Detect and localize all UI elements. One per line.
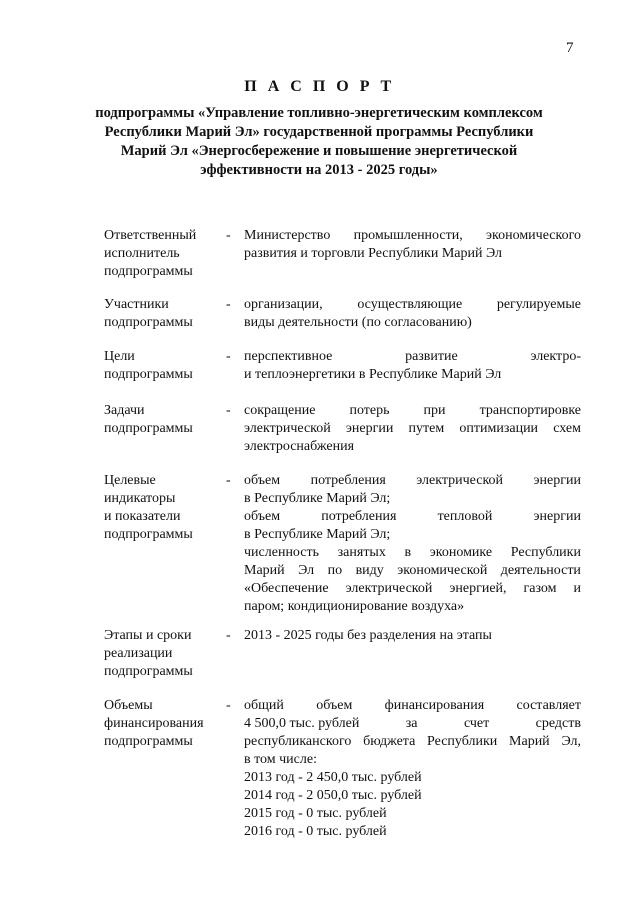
value-line bbox=[244, 562, 581, 580]
value-line bbox=[244, 697, 581, 715]
document-subtitle bbox=[90, 104, 548, 180]
value-line: развития и торговли Республики Марий Эл bbox=[244, 246, 503, 261]
row-value bbox=[244, 627, 581, 645]
value-line bbox=[244, 348, 581, 366]
row-dash: - bbox=[226, 297, 231, 312]
row-label: Задачи подпрограммы bbox=[104, 403, 193, 436]
row-value bbox=[244, 697, 581, 841]
subtitle-line: эффективности на 2013 - 2025 годы» bbox=[200, 162, 438, 178]
value-word: путем bbox=[408, 421, 445, 436]
value-word: Эл, bbox=[561, 734, 581, 749]
value-word: газом bbox=[523, 581, 557, 596]
value-line bbox=[244, 733, 581, 751]
value-word: потребления bbox=[310, 473, 386, 488]
value-line bbox=[244, 227, 581, 245]
value-line: паром; кондиционирование воздуха» bbox=[244, 599, 465, 614]
value-word: энергии bbox=[345, 421, 394, 436]
row-label: Этапы и сроки реализации подпрограммы bbox=[104, 628, 193, 679]
value-word: занятых bbox=[337, 545, 386, 560]
value-word: объем bbox=[244, 473, 281, 488]
value-word: Республики bbox=[510, 545, 581, 560]
value-word: потребления bbox=[321, 509, 397, 524]
value-word: финансирования bbox=[384, 698, 485, 713]
value-word: оптимизации bbox=[459, 421, 539, 436]
row-label: Ответственный исполнитель подпрограммы bbox=[104, 228, 197, 279]
value-word: перспективное bbox=[244, 349, 333, 364]
value-line bbox=[244, 544, 581, 562]
value-line: в том числе: bbox=[244, 752, 317, 767]
value-word: по bbox=[327, 563, 343, 578]
value-line bbox=[244, 296, 581, 314]
value-word: Марий bbox=[244, 563, 285, 578]
value-word: численность bbox=[244, 545, 319, 560]
row-dash: - bbox=[226, 628, 231, 643]
value-word: за bbox=[405, 716, 418, 731]
value-word: электрической bbox=[416, 473, 504, 488]
value-word: сокращение bbox=[244, 403, 316, 418]
value-word: потерь bbox=[349, 403, 390, 418]
row-label: Участники подпрограммы bbox=[104, 297, 193, 330]
value-word: 4 500,0 тыс. рублей bbox=[244, 716, 360, 731]
value-word: осуществляющие bbox=[357, 297, 463, 312]
value-line: в Республике Марий Эл; bbox=[244, 491, 391, 506]
value-word: объем bbox=[316, 698, 353, 713]
value-line bbox=[244, 472, 581, 490]
subtitle-line: подпрограммы «Управление топливно-энергетическим комплексом bbox=[95, 105, 543, 121]
value-line: 2013 год - 2 450,0 тыс. рублей bbox=[244, 770, 422, 785]
row-dash: - bbox=[226, 228, 231, 243]
value-word: при bbox=[423, 403, 446, 418]
value-word: электрической bbox=[244, 421, 331, 436]
value-word: развитие bbox=[405, 349, 458, 364]
value-word: схем bbox=[553, 421, 581, 436]
value-word: экономического bbox=[486, 228, 581, 243]
value-word: счет bbox=[463, 716, 490, 731]
row-dash: - bbox=[226, 403, 231, 418]
value-word: средств bbox=[535, 716, 581, 731]
row-label: Объемы финансирования подпрограммы bbox=[104, 698, 204, 749]
value-word: составляет bbox=[516, 698, 581, 713]
value-word: республиканского bbox=[244, 734, 352, 749]
value-word: объем bbox=[244, 509, 281, 524]
value-word: Республики bbox=[427, 734, 498, 749]
document-title: П А С П О Р Т bbox=[244, 78, 395, 95]
value-word: виду bbox=[355, 563, 384, 578]
row-dash: - bbox=[226, 473, 231, 488]
row-dash: - bbox=[226, 698, 231, 713]
value-line bbox=[244, 715, 581, 733]
value-word: энергии bbox=[533, 509, 581, 524]
value-word: энергией, bbox=[449, 581, 507, 596]
row-value bbox=[244, 227, 581, 263]
value-word: электро- bbox=[530, 349, 581, 364]
value-word: деятельности bbox=[500, 563, 581, 578]
value-word: Марий bbox=[509, 734, 550, 749]
value-line: 2013 - 2025 годы без разделения на этапы bbox=[244, 628, 492, 643]
subtitle-line: Республики Марий Эл» государственной программы Республики bbox=[104, 124, 534, 140]
row-dash: - bbox=[226, 349, 231, 364]
value-line: 2015 год - 0 тыс. рублей bbox=[244, 806, 387, 821]
row-label: Цели подпрограммы bbox=[104, 349, 193, 382]
value-line bbox=[244, 508, 581, 526]
value-word: и bbox=[573, 581, 581, 596]
value-word: в bbox=[404, 545, 412, 560]
row-value bbox=[244, 348, 581, 384]
value-word: тепловой bbox=[437, 509, 493, 524]
row-value bbox=[244, 296, 581, 332]
value-line: и теплоэнергетики в Республике Марий Эл bbox=[244, 367, 502, 382]
value-word: регулируемые bbox=[496, 297, 581, 312]
value-word: промышленности, bbox=[353, 228, 463, 243]
value-line: виды деятельности (по согласованию) bbox=[244, 315, 472, 330]
value-word: Министерство bbox=[244, 228, 331, 243]
row-label: Целевые индикаторы и показатели подпрограммы bbox=[104, 473, 193, 542]
value-word: экономической bbox=[397, 563, 488, 578]
value-line bbox=[244, 580, 581, 598]
value-word: экономике bbox=[429, 545, 493, 560]
value-word: общий bbox=[244, 698, 284, 713]
value-line: 2016 год - 0 тыс. рублей bbox=[244, 824, 387, 839]
page-number: 7 bbox=[566, 40, 574, 56]
value-line: электроснабжения bbox=[244, 439, 355, 454]
value-word: организации, bbox=[244, 297, 323, 312]
value-word: бюджета bbox=[363, 734, 416, 749]
value-word: «Обеспечение bbox=[244, 581, 329, 596]
value-line: в Республике Марий Эл; bbox=[244, 527, 391, 542]
row-value bbox=[244, 472, 581, 616]
value-word: энергии bbox=[533, 473, 581, 488]
row-value bbox=[244, 402, 581, 456]
value-line bbox=[244, 420, 581, 438]
value-word: Эл bbox=[298, 563, 315, 578]
value-word: электрической bbox=[345, 581, 433, 596]
value-line bbox=[244, 402, 581, 420]
value-word: транспортировке bbox=[479, 403, 581, 418]
value-line: 2014 год - 2 050,0 тыс. рублей bbox=[244, 788, 422, 803]
subtitle-line: Марий Эл «Энергосбережение и повышение энергетической bbox=[120, 143, 518, 159]
